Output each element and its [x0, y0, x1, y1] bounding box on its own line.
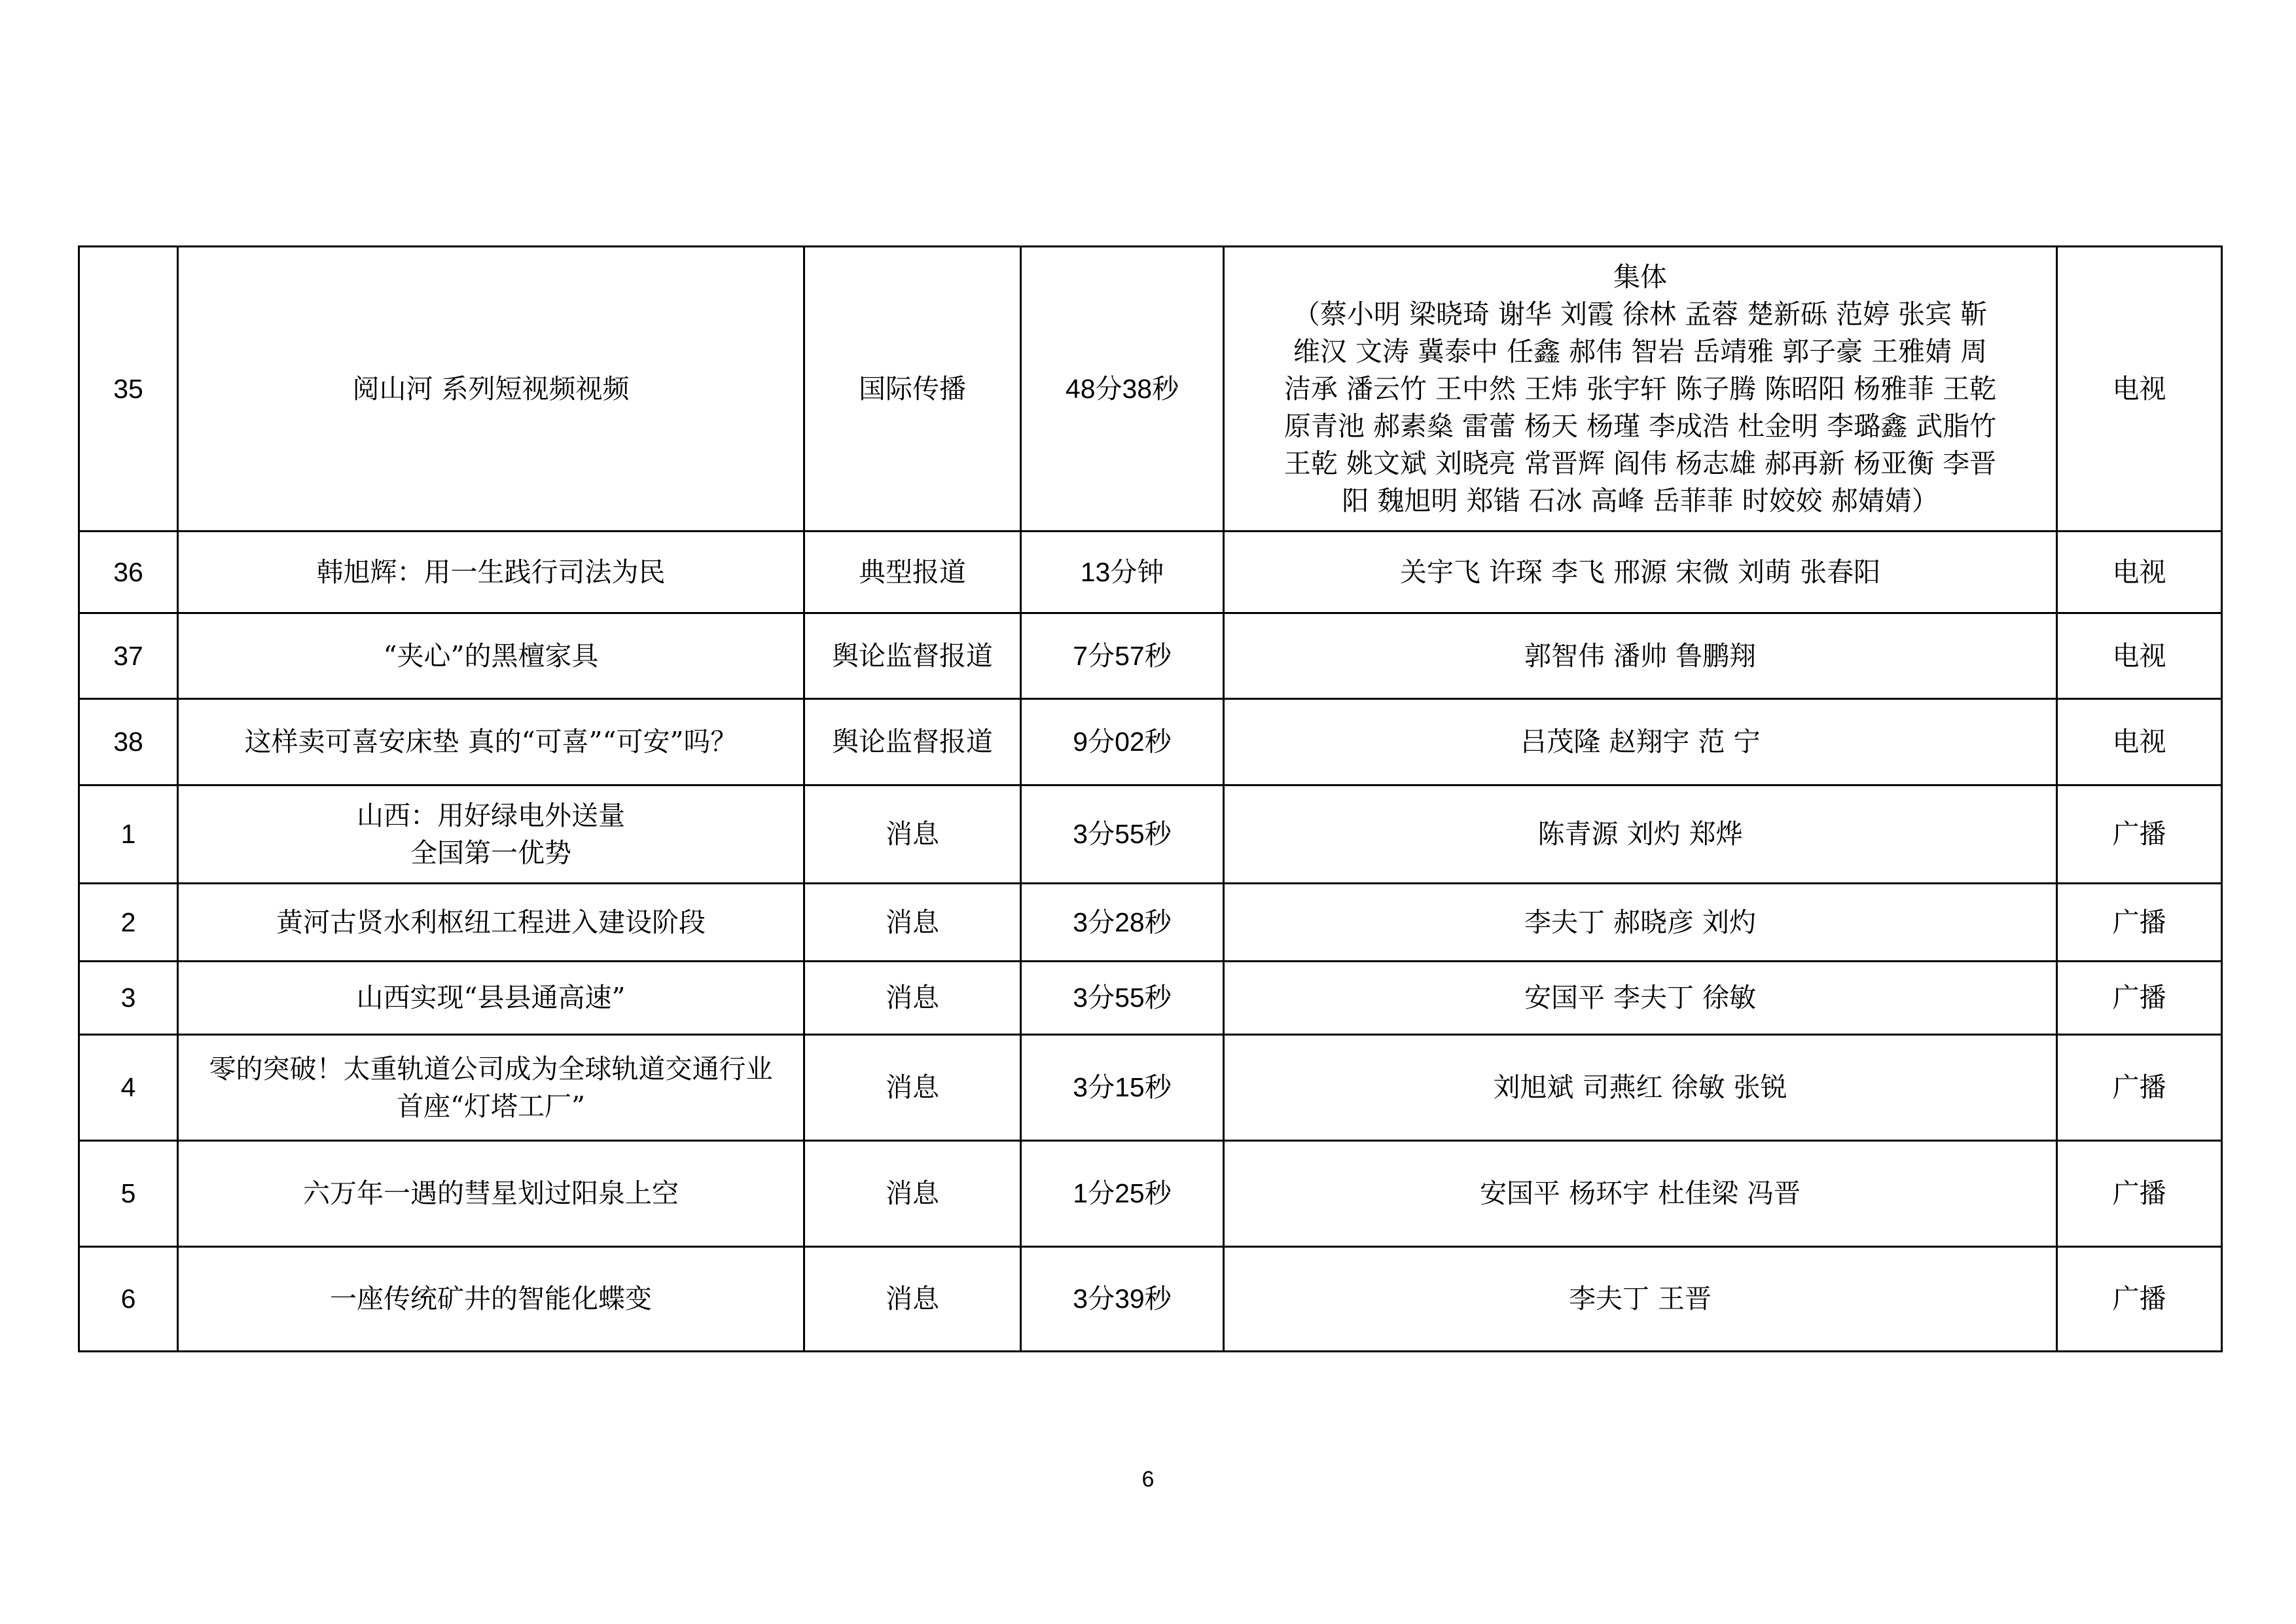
- work-duration: 13分钟: [1021, 532, 1224, 613]
- table-row: [79, 884, 2222, 962]
- row-number: 3: [79, 962, 178, 1035]
- work-duration: 1分25秒: [1021, 1141, 1224, 1247]
- work-title-line: 韩旭辉：用一生践行司法为民: [316, 556, 666, 588]
- work-title-line: 黄河古贤水利枢纽工程进入建设阶段: [276, 906, 706, 938]
- table-row: [79, 1035, 2222, 1141]
- media-type: 广播: [2057, 1141, 2222, 1247]
- work-category: 典型报道: [804, 532, 1021, 613]
- work-title-line: 山西实现“县县通高速”: [356, 982, 626, 1013]
- work-title: [178, 1247, 804, 1352]
- media-type: 电视: [2057, 247, 2222, 532]
- work-title: [178, 247, 804, 532]
- row-number: 1: [79, 785, 178, 884]
- table-row: [79, 532, 2222, 613]
- row-number: 37: [79, 613, 178, 699]
- work-category: 消息: [804, 962, 1021, 1035]
- work-title-line: 阅山河 系列短视频视频: [352, 372, 630, 405]
- row-number: 2: [79, 884, 178, 962]
- work-title: [178, 613, 804, 699]
- work-authors-line: 集体: [1613, 261, 1667, 293]
- work-authors-line: 洁承 潘云竹 王中然 王炜 张宇轩 陈子腾 陈昭阳 杨雅菲 王乾: [1283, 372, 1997, 405]
- work-authors-line: 王乾 姚文斌 刘晓亮 常晋辉 阎伟 杨志雄 郝再新 杨亚衡 李晋: [1283, 447, 1997, 479]
- media-type: 广播: [2057, 1035, 2222, 1141]
- work-duration: 3分55秒: [1021, 785, 1224, 884]
- media-type: 广播: [2057, 884, 2222, 962]
- media-type: 电视: [2057, 699, 2222, 785]
- work-authors: [1224, 785, 2057, 884]
- work-title-line: 全国第一优势: [410, 837, 571, 869]
- work-authors-line: 安国平 李夫丁 徐敏: [1524, 982, 1757, 1013]
- work-authors-line: 刘旭斌 司燕红 徐敏 张锐: [1493, 1072, 1787, 1103]
- work-title: [178, 884, 804, 962]
- work-category: 消息: [804, 1035, 1021, 1141]
- work-authors: [1224, 884, 2057, 962]
- work-duration: 3分15秒: [1021, 1035, 1224, 1141]
- row-number: 4: [79, 1035, 178, 1141]
- work-category: 舆论监督报道: [804, 613, 1021, 699]
- table-row: [79, 699, 2222, 785]
- work-authors-line: 维汉 文涛 冀泰中 任鑫 郝伟 智岩 岳靖雅 郭子豪 王雅婧 周: [1293, 335, 1988, 367]
- row-number: 5: [79, 1141, 178, 1247]
- work-authors-line: 关宇飞 许琛 李飞 邢源 宋微 刘萌 张春阳: [1399, 556, 1881, 588]
- row-number: 35: [79, 247, 178, 532]
- work-title: [178, 532, 804, 613]
- work-title-line: 这样卖可喜安床垫 真的“可喜”“可安”吗？: [244, 726, 738, 757]
- row-number: 38: [79, 699, 178, 785]
- table-row: [79, 1141, 2222, 1247]
- table-row: [79, 613, 2222, 699]
- work-authors-line: 陈青源 刘灼 郑烨: [1537, 818, 1743, 850]
- table-row: [79, 785, 2222, 884]
- work-authors: [1224, 699, 2057, 785]
- table-row: [79, 1247, 2222, 1352]
- work-authors-line: 李夫丁 王晋: [1568, 1283, 1712, 1314]
- work-authors-line: 安国平 杨环宇 杜佳梁 冯晋: [1479, 1178, 1801, 1209]
- work-duration: 7分57秒: [1021, 613, 1224, 699]
- media-type: 广播: [2057, 962, 2222, 1035]
- media-type: 广播: [2057, 1247, 2222, 1352]
- work-duration: 48分38秒: [1021, 247, 1224, 532]
- media-type: 电视: [2057, 613, 2222, 699]
- work-title-line: 山西：用好绿电外送量: [357, 799, 625, 831]
- work-authors: [1224, 1247, 2057, 1352]
- work-authors: [1224, 962, 2057, 1035]
- work-authors: [1224, 1141, 2057, 1247]
- row-number: 36: [79, 532, 178, 613]
- work-title: [178, 1035, 804, 1141]
- work-category: 消息: [804, 1141, 1021, 1247]
- table-row: [79, 247, 2222, 532]
- work-category: 消息: [804, 1247, 1021, 1352]
- work-title: [178, 1141, 804, 1247]
- work-title-line: 零的突破！太重轨道公司成为全球轨道交通行业: [209, 1053, 773, 1085]
- work-duration: 3分39秒: [1021, 1247, 1224, 1352]
- work-authors-line: 阳 魏旭明 郑锴 石冰 高峰 岳菲菲 时姣姣 郝婧婧）: [1342, 484, 1939, 516]
- work-title-line: 首座“灯塔工厂”: [397, 1090, 585, 1122]
- work-title: [178, 962, 804, 1035]
- work-title-line: 一座传统矿井的智能化蝶变: [330, 1283, 652, 1314]
- work-authors: [1224, 1035, 2057, 1141]
- work-authors-line: 原青池 郝素燊 雷蕾 杨天 杨瑾 李成浩 杜金明 李璐鑫 武脂竹: [1283, 410, 1997, 442]
- table-row: [79, 962, 2222, 1035]
- work-duration: 3分55秒: [1021, 962, 1224, 1035]
- work-duration: 9分02秒: [1021, 699, 1224, 785]
- table-body: [79, 247, 2222, 1352]
- work-authors: [1224, 247, 2057, 532]
- work-title-line: “夹心”的黑檀家具: [383, 640, 599, 672]
- work-authors: [1224, 532, 2057, 613]
- work-authors: [1224, 613, 2057, 699]
- work-authors-line: （蔡小明 梁晓琦 谢华 刘霞 徐林 孟蓉 楚新砾 范婷 张宾 靳: [1293, 298, 1988, 330]
- work-authors-line: 郭智伟 潘帅 鲁鹏翔: [1524, 640, 1757, 672]
- work-title: [178, 785, 804, 884]
- work-duration: 3分28秒: [1021, 884, 1224, 962]
- work-category: 消息: [804, 785, 1021, 884]
- award-list-table: [78, 245, 2223, 1352]
- work-title-line: 六万年一遇的彗星划过阳泉上空: [303, 1178, 679, 1209]
- media-type: 电视: [2057, 532, 2222, 613]
- work-category: 消息: [804, 884, 1021, 962]
- work-authors-line: 李夫丁 郝晓彦 刘灼: [1524, 906, 1757, 938]
- media-type: 广播: [2057, 785, 2222, 884]
- row-number: 6: [79, 1247, 178, 1352]
- work-title: [178, 699, 804, 785]
- work-authors-line: 吕茂隆 赵翔宇 范 宁: [1520, 726, 1761, 757]
- work-category: 舆论监督报道: [804, 699, 1021, 785]
- work-category: 国际传播: [804, 247, 1021, 532]
- page-number: 6: [1141, 1467, 1155, 1492]
